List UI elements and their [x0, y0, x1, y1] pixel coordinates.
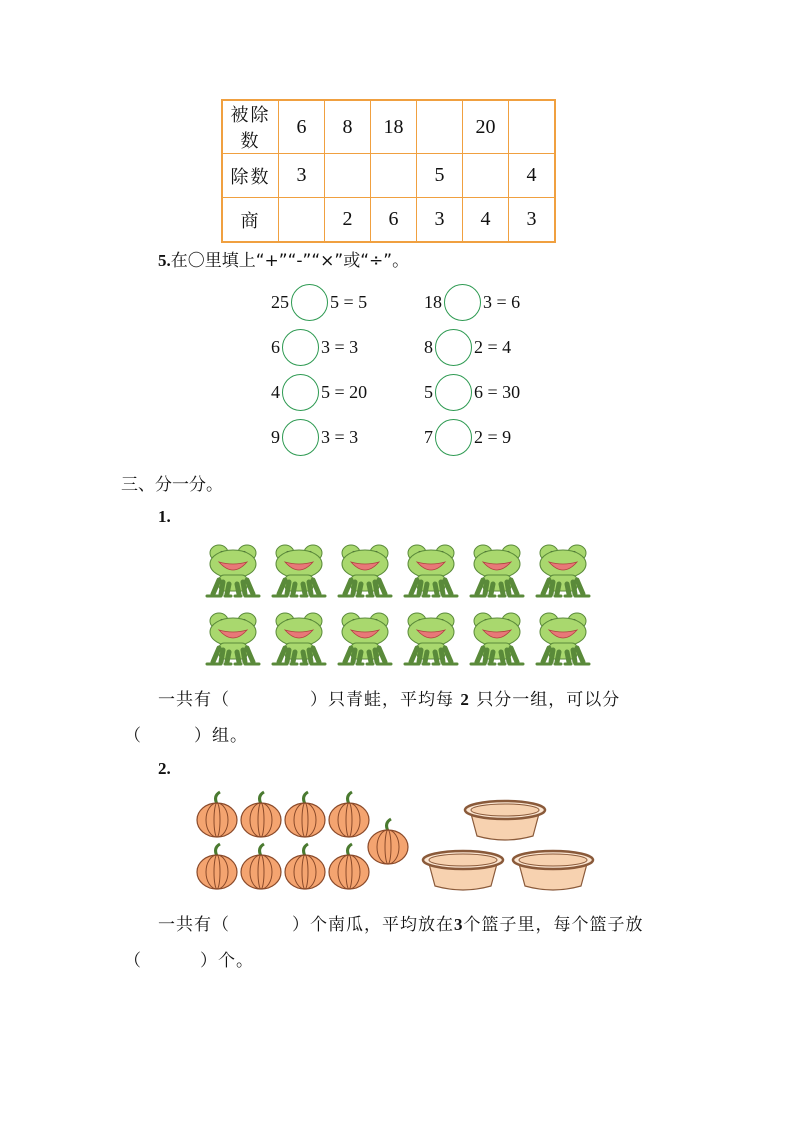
equation [271, 282, 367, 322]
pumpkin-icon [329, 792, 369, 837]
problem-number: 1. [158, 507, 171, 526]
text-segment: ）组。 [194, 726, 248, 746]
frog-icon [339, 613, 391, 664]
table-row [222, 154, 555, 198]
equation-left: 5 [424, 381, 433, 402]
table-cell: 3 [509, 198, 556, 243]
equation-right: 2 = 4 [474, 336, 512, 357]
pumpkin-icon [197, 844, 237, 889]
table-cell: 6 [279, 100, 325, 154]
table-cell [463, 154, 509, 198]
answer-circle[interactable] [282, 419, 319, 456]
frog-icon [339, 545, 391, 596]
equation [271, 327, 358, 367]
equation-left: 4 [271, 381, 280, 402]
number-text: 3 [454, 915, 464, 934]
frog-icon [537, 613, 589, 664]
text-segment: 只分一组，可以分 [476, 690, 621, 710]
table-cell [509, 100, 556, 154]
basket-icon [423, 851, 503, 890]
equation-left: 8 [424, 336, 433, 357]
division-table [221, 99, 556, 243]
frog-icon [207, 613, 259, 664]
text-segment: 一共有（ [158, 915, 230, 935]
frog-icon [207, 545, 259, 596]
section-title: 三、分一分。 [121, 475, 223, 495]
table-cell: 20 [463, 100, 509, 154]
equation-right: 5 = 20 [321, 381, 368, 402]
table-row [222, 100, 555, 154]
table-cell: 4 [463, 198, 509, 243]
problem-2-line-1 [158, 910, 644, 935]
table-cell: 2 [325, 198, 371, 243]
text-segment: 个篮子里，每个篮子放 [463, 915, 644, 935]
answer-circle[interactable] [282, 329, 319, 366]
equation [424, 327, 511, 367]
question-5-title [158, 246, 409, 271]
equation [424, 372, 520, 412]
equation [424, 282, 520, 322]
basket-icon [465, 801, 545, 840]
equation-left: 18 [424, 291, 442, 312]
answer-circle[interactable] [444, 284, 481, 321]
frog-icon [273, 545, 325, 596]
equation-left: 6 [271, 336, 280, 357]
equation [271, 372, 367, 412]
problem-number: 2. [158, 759, 171, 778]
answer-circle[interactable] [291, 284, 328, 321]
table-cell [325, 154, 371, 198]
text-segment: ）只青蛙，平均每 [310, 690, 454, 710]
row-header: 除数 [222, 154, 279, 198]
frog-icon [471, 545, 523, 596]
pumpkin-basket-group [195, 790, 615, 900]
question-number: 5. [158, 251, 171, 270]
table-cell: 18 [371, 100, 417, 154]
text-segment: 一共有（ [158, 690, 230, 710]
frog-icon [405, 613, 457, 664]
frog-icon [273, 613, 325, 664]
pumpkin-icon [197, 792, 237, 837]
equation [271, 417, 358, 457]
table-cell: 3 [417, 198, 463, 243]
pumpkin-icon [285, 792, 325, 837]
table-cell: 8 [325, 100, 371, 154]
table-cell [417, 100, 463, 154]
question-text: 在〇里填上“+”“-”“×”或“÷”。 [170, 251, 410, 271]
equation-right: 3 = 3 [321, 336, 359, 357]
pumpkin-icon [241, 844, 281, 889]
table-row [222, 198, 555, 243]
frog-icon [537, 545, 589, 596]
table-cell: 5 [417, 154, 463, 198]
table-cell: 6 [371, 198, 417, 243]
text-segment: ）个。 [200, 951, 254, 971]
pumpkin-icon [241, 792, 281, 837]
problem-2-line-2 [124, 946, 254, 971]
text-segment: （ [124, 951, 142, 971]
table-cell [371, 154, 417, 198]
problem-1-line-2 [124, 721, 248, 746]
answer-circle[interactable] [435, 329, 472, 366]
equation-left: 7 [424, 426, 433, 447]
table-cell: 4 [509, 154, 556, 198]
pumpkin-icon [285, 844, 325, 889]
equation [424, 417, 511, 457]
row-header: 商 [222, 198, 279, 243]
equation-right: 2 = 9 [474, 426, 512, 447]
basket-icon [513, 851, 593, 890]
equation-right: 5 = 5 [330, 291, 368, 312]
problem-1-line-1 [158, 685, 620, 710]
frog-group [200, 538, 600, 673]
row-header: 被除数 [222, 100, 279, 154]
pumpkin-icon [329, 844, 369, 889]
frog-icon [405, 545, 457, 596]
table-cell [279, 198, 325, 243]
answer-circle[interactable] [435, 419, 472, 456]
frog-icon [471, 613, 523, 664]
answer-circle[interactable] [282, 374, 319, 411]
equation-left: 9 [271, 426, 280, 447]
pumpkin-icon [368, 819, 408, 864]
equation-left: 25 [271, 291, 289, 312]
equation-right: 3 = 3 [321, 426, 359, 447]
text-segment: ）个南瓜，平均放在 [292, 915, 454, 935]
answer-circle[interactable] [435, 374, 472, 411]
table-cell: 3 [279, 154, 325, 198]
number-text: 2 [460, 690, 470, 709]
equation-right: 3 = 6 [483, 291, 521, 312]
text-segment: （ [124, 726, 142, 746]
equation-right: 6 = 30 [474, 381, 521, 402]
